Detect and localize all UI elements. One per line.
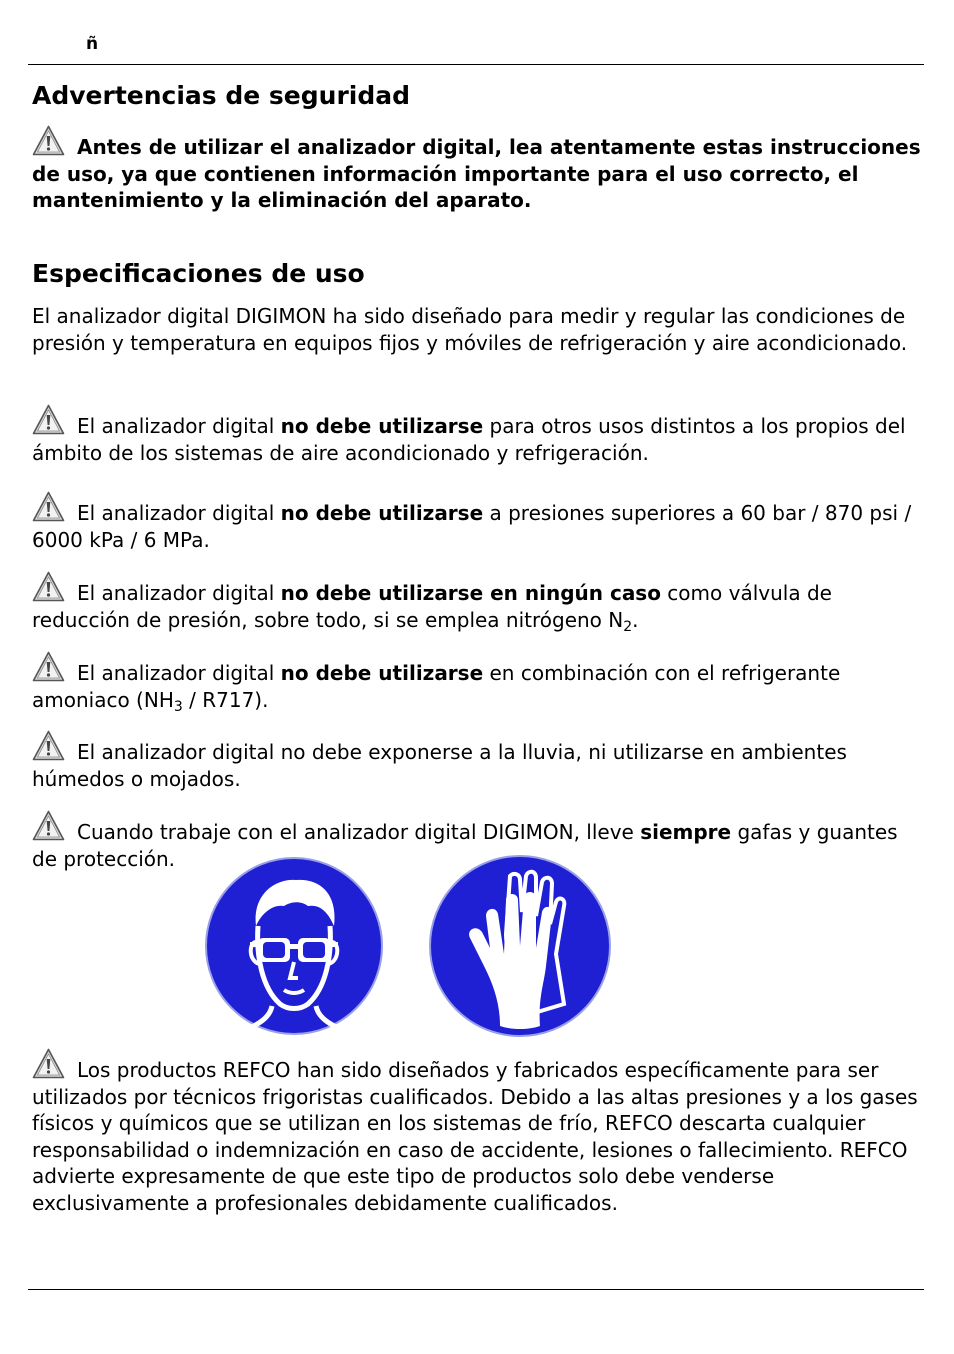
usage-body: El analizador digital DIGIMON ha sido diseñado para medir y regular las condiciones de presión y temperatura en equipos fijos y móviles de refrigeración y aire acondicionado. xyxy=(32,304,908,355)
warning-triangle-icon xyxy=(32,810,65,842)
warning-triangle-icon xyxy=(32,571,65,603)
safety-title: Advertencias de seguridad xyxy=(32,81,411,110)
warning-7: Los productos REFCO han sido diseñados y fabricados específicamente para ser utilizados por técnicos frigoristas cualificados. Debido a las altas presiones y a los gases físicos y químicos que se utilizan en los sistemas de frío, REFCO descarta cualquier responsabilidad o indemnización en caso de accidente, lesiones o fallecimiento. REFCO advierte expresamente de que este tipo de productos solo debe venderse exclusivamente a profesionales debidamente cualificados. xyxy=(32,1048,924,1216)
warning-triangle-icon xyxy=(32,125,65,157)
warning-5: El analizador digital no debe exponerse a la lluvia, ni utilizarse en ambientes húmedos o mojados. xyxy=(32,730,924,792)
warning-3: El analizador digital no debe utilizarse en ningún caso como válvula de reducción de presión, sobre todo, si se emplea nitrógeno $N_2$. xyxy=(32,571,924,633)
ppe-pictograms xyxy=(204,856,624,1046)
top-rule xyxy=(28,64,924,65)
warning-triangle-icon xyxy=(32,730,65,762)
header-mark: ñ xyxy=(86,34,99,54)
warning-6: Cuando trabaje con el analizador digital DIGIMON, lleve siempre gafas y guantes de protección. xyxy=(32,810,924,872)
safety-intro: Antes de utilizar el analizador digital, lea atentamente estas instrucciones de uso, ya que contienen información importante para el uso correcto, el mantenimiento y la eliminación del aparato. xyxy=(32,125,924,214)
warning-triangle-icon xyxy=(32,1048,65,1080)
warning-triangle-icon xyxy=(32,491,65,523)
usage-title: Especificaciones de uso xyxy=(32,259,365,288)
warning-2: El analizador digital no debe utilizarse a presiones superiores a 60 bar / 870 psi / 6000 kPa / 6 MPa. xyxy=(32,491,924,553)
bottom-rule xyxy=(28,1289,924,1290)
warning-triangle-icon xyxy=(32,404,65,436)
safety-goggles-icon xyxy=(204,856,384,1036)
safety-gloves-icon xyxy=(428,854,612,1038)
warning-triangle-icon xyxy=(32,651,65,683)
warning-1: El analizador digital no debe utilizarse para otros usos distintos a los propios del ámbito de los sistemas de aire acondicionado y refrigeración. xyxy=(32,404,924,466)
warning-4: El analizador digital no debe utilizarse en combinación con el refrigerante amoniaco $(NH_3 / R717)$. xyxy=(32,651,924,713)
